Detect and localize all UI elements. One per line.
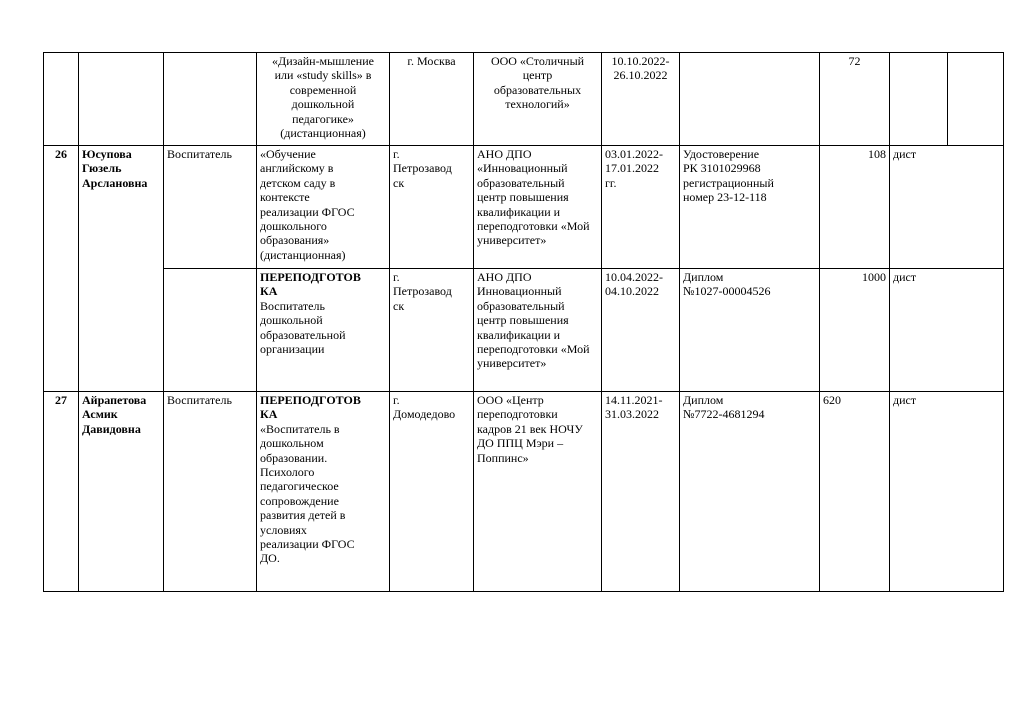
form-cell: дист xyxy=(890,392,1004,592)
city-cell: г. Домодедово xyxy=(390,392,474,592)
city-cell: г. Петрозавод ск xyxy=(390,146,474,269)
organization-cell: АНО ДПО «Инновационный образовательный центр повышения квалификации и переподготовки «Мой университет» xyxy=(474,146,602,269)
employee-name-cell xyxy=(79,53,164,146)
position-cell: Воспитатель xyxy=(164,146,257,269)
table-row xyxy=(44,269,1004,392)
row-number-cell: 26 xyxy=(44,146,79,392)
dates-cell: 03.01.2022- 17.01.2022 гг. xyxy=(602,146,680,269)
program-title: ПЕРЕПОДГОТОВ КА xyxy=(260,270,361,299)
program-text: Воспитатель дошкольной образовательной организации xyxy=(260,298,346,357)
city-cell: г. Петрозавод ск xyxy=(390,269,474,392)
dates-cell: 14.11.2021- 31.03.2022 xyxy=(602,392,680,592)
row-number-cell xyxy=(44,53,79,146)
organization-cell: ООО «Центр переподготовки кадров 21 век НОЧУ ДО ППЦ Мэри – Поппинс» xyxy=(474,392,602,592)
form-cell: дист xyxy=(890,146,1004,269)
document-cell: Удостоверение РК 3101029968 регистрационный номер 23-12-118 xyxy=(680,146,820,269)
dates-cell: 10.10.2022- 26.10.2022 xyxy=(602,53,680,146)
program-text: «Обучение английскому в детском саду в контексте реализации ФГОС дошкольного образования» (дистанционная) xyxy=(260,147,355,262)
hours-cell: 1000 xyxy=(820,269,890,392)
form-cell: дист xyxy=(890,269,1004,392)
table-row xyxy=(44,146,1004,269)
document-cell xyxy=(680,53,820,146)
program-cell xyxy=(257,146,390,269)
employee-name-cell: Айрапетова Асмик Давидовна xyxy=(79,392,164,592)
hours-cell: 108 xyxy=(820,146,890,269)
program-cell xyxy=(257,269,390,392)
form-cell xyxy=(890,53,948,146)
document-cell: Диплом №1027-00004526 xyxy=(680,269,820,392)
program-title: ПЕРЕПОДГОТОВ КА xyxy=(260,393,361,422)
document-cell: Диплом №7722-4681294 xyxy=(680,392,820,592)
row-number-cell: 27 xyxy=(44,392,79,592)
program-cell xyxy=(257,53,390,146)
table-row xyxy=(44,392,1004,592)
program-cell xyxy=(257,392,390,592)
table-row xyxy=(44,53,1004,146)
dates-cell: 10.04.2022- 04.10.2022 xyxy=(602,269,680,392)
hours-cell: 72 xyxy=(820,53,890,146)
employee-name-cell: Юсупова Гюзель Арслановна xyxy=(79,146,164,392)
position-cell xyxy=(164,269,257,392)
hours-cell: 620 xyxy=(820,392,890,592)
position-cell: Воспитатель xyxy=(164,392,257,592)
program-text: «Воспитатель в дошкольном образовании. Психолого педагогическое сопровождение развития детей в условиях реализации ФГОС ДО. xyxy=(260,421,355,566)
program-text: «Дизайн-мышление или «study skills» в современной дошкольной педагогике» (дистанционная) xyxy=(272,54,374,141)
position-cell xyxy=(164,53,257,146)
empty-cell xyxy=(948,53,1004,146)
training-records-table xyxy=(43,52,1004,592)
organization-cell: ООО «Столичный центр образовательных технологий» xyxy=(474,53,602,146)
organization-cell: АНО ДПО Инновационный образовательный центр повышения квалификации и переподготовки «Мой университет» xyxy=(474,269,602,392)
city-cell: г. Москва xyxy=(390,53,474,146)
